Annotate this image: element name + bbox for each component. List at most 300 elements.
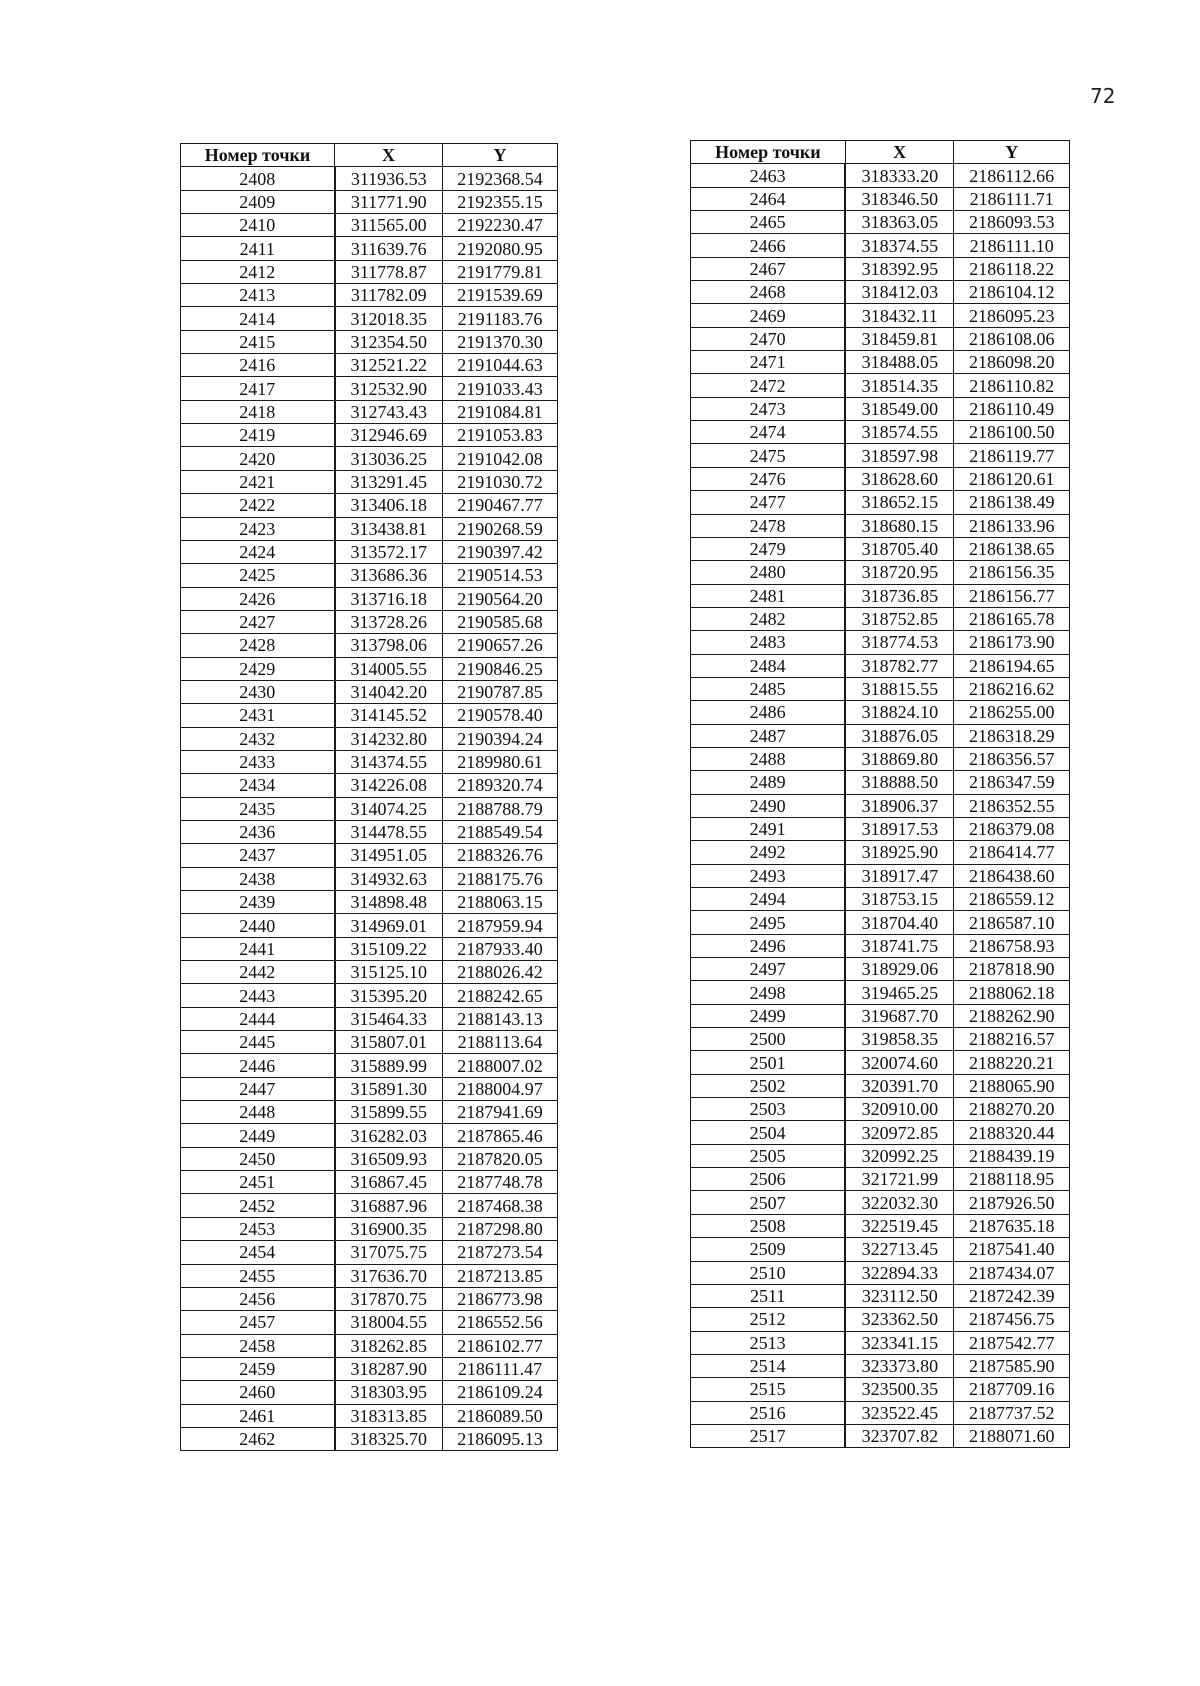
- table-row: [691, 771, 1070, 794]
- x-coordinate-cell: 318459.81: [845, 327, 954, 350]
- table-row: [181, 657, 558, 680]
- table-row: [691, 584, 1070, 607]
- table-row: [691, 1191, 1070, 1214]
- y-coordinate-cell: 2187748.78: [443, 1171, 558, 1194]
- table-row: [181, 1171, 558, 1194]
- table-row: [181, 820, 558, 843]
- table-row: [181, 1357, 558, 1380]
- x-coordinate-cell: 314042.20: [335, 680, 443, 703]
- point-number-cell: 2425: [181, 564, 335, 587]
- x-coordinate-cell: 315889.99: [335, 1054, 443, 1077]
- point-number-cell: 2484: [691, 654, 846, 677]
- table-row: [691, 1074, 1070, 1097]
- x-coordinate-cell: 323522.45: [845, 1401, 954, 1424]
- y-coordinate-cell: 2188065.90: [954, 1074, 1070, 1097]
- x-coordinate-cell: 318392.95: [845, 257, 954, 280]
- x-coordinate-cell: 314074.25: [335, 797, 443, 820]
- table-row: [181, 914, 558, 937]
- header-point-number: Номер точки: [691, 141, 846, 164]
- x-coordinate-cell: 311936.53: [335, 167, 443, 190]
- x-coordinate-cell: 313686.36: [335, 564, 443, 587]
- table-row: [181, 797, 558, 820]
- x-coordinate-cell: 317636.70: [335, 1264, 443, 1287]
- point-number-cell: 2478: [691, 514, 846, 537]
- table-row: [181, 844, 558, 867]
- point-number-cell: 2422: [181, 494, 335, 517]
- y-coordinate-cell: 2188242.65: [443, 984, 558, 1007]
- table-row: [181, 517, 558, 540]
- x-coordinate-cell: 318262.85: [335, 1334, 443, 1357]
- table-row: [181, 680, 558, 703]
- x-coordinate-cell: 323112.50: [845, 1284, 954, 1307]
- y-coordinate-cell: 2186118.22: [954, 257, 1070, 280]
- table-body-left: [181, 167, 558, 1451]
- x-coordinate-cell: 318906.37: [845, 794, 954, 817]
- point-number-cell: 2500: [691, 1028, 846, 1051]
- x-coordinate-cell: 314145.52: [335, 704, 443, 727]
- y-coordinate-cell: 2186104.12: [954, 281, 1070, 304]
- point-number-cell: 2507: [691, 1191, 846, 1214]
- x-coordinate-cell: 321721.99: [845, 1168, 954, 1191]
- x-coordinate-cell: 318432.11: [845, 304, 954, 327]
- table-row: [691, 257, 1070, 280]
- table-row: [181, 774, 558, 797]
- table-row: [691, 234, 1070, 257]
- table-row: [181, 540, 558, 563]
- point-number-cell: 2408: [181, 167, 335, 190]
- point-number-cell: 2488: [691, 747, 846, 770]
- point-number-cell: 2411: [181, 237, 335, 260]
- point-number-cell: 2413: [181, 284, 335, 307]
- x-coordinate-cell: 320910.00: [845, 1098, 954, 1121]
- table-row: [181, 190, 558, 213]
- table-row: [691, 304, 1070, 327]
- table-row: [181, 1334, 558, 1357]
- x-coordinate-cell: 317870.75: [335, 1287, 443, 1310]
- y-coordinate-cell: 2188439.19: [954, 1144, 1070, 1167]
- table-row: [691, 1378, 1070, 1401]
- point-number-cell: 2499: [691, 1004, 846, 1027]
- y-coordinate-cell: 2191044.63: [443, 354, 558, 377]
- point-number-cell: 2479: [691, 537, 846, 560]
- table-row: [181, 214, 558, 237]
- point-number-cell: 2482: [691, 607, 846, 630]
- y-coordinate-cell: 2186111.71: [954, 187, 1070, 210]
- table-row: [691, 164, 1070, 187]
- y-coordinate-cell: 2186095.13: [443, 1427, 558, 1450]
- point-number-cell: 2424: [181, 540, 335, 563]
- table-row: [691, 397, 1070, 420]
- table-row: [691, 1168, 1070, 1191]
- x-coordinate-cell: 314374.55: [335, 750, 443, 773]
- point-number-cell: 2515: [691, 1378, 846, 1401]
- x-coordinate-cell: 315109.22: [335, 937, 443, 960]
- y-coordinate-cell: 2187959.94: [443, 914, 558, 937]
- x-coordinate-cell: 318917.47: [845, 864, 954, 887]
- y-coordinate-cell: 2191030.72: [443, 470, 558, 493]
- point-number-cell: 2491: [691, 817, 846, 840]
- table-row: [181, 1054, 558, 1077]
- y-coordinate-cell: 2191539.69: [443, 284, 558, 307]
- x-coordinate-cell: 315807.01: [335, 1031, 443, 1054]
- table-row: [691, 1424, 1070, 1447]
- y-coordinate-cell: 2186133.96: [954, 514, 1070, 537]
- point-number-cell: 2420: [181, 447, 335, 470]
- y-coordinate-cell: 2187542.77: [954, 1331, 1070, 1354]
- table-row: [691, 1284, 1070, 1307]
- y-coordinate-cell: 2186102.77: [443, 1334, 558, 1357]
- x-coordinate-cell: 318597.98: [845, 444, 954, 467]
- table-row: [691, 444, 1070, 467]
- point-number-cell: 2431: [181, 704, 335, 727]
- x-coordinate-cell: 318705.40: [845, 537, 954, 560]
- y-coordinate-cell: 2186095.23: [954, 304, 1070, 327]
- point-number-cell: 2442: [181, 961, 335, 984]
- table-row: [691, 1261, 1070, 1284]
- x-coordinate-cell: 318412.03: [845, 281, 954, 304]
- x-coordinate-cell: 319687.70: [845, 1004, 954, 1027]
- table-row: [181, 867, 558, 890]
- point-number-cell: 2438: [181, 867, 335, 890]
- x-coordinate-cell: 311565.00: [335, 214, 443, 237]
- table-row: [181, 891, 558, 914]
- table-row: [691, 981, 1070, 1004]
- point-number-cell: 2486: [691, 701, 846, 724]
- point-number-cell: 2447: [181, 1077, 335, 1100]
- point-number-cell: 2414: [181, 307, 335, 330]
- point-number-cell: 2472: [691, 374, 846, 397]
- y-coordinate-cell: 2186093.53: [954, 211, 1070, 234]
- x-coordinate-cell: 322894.33: [845, 1261, 954, 1284]
- table-row: [691, 677, 1070, 700]
- y-coordinate-cell: 2187468.38: [443, 1194, 558, 1217]
- table-row: [691, 1121, 1070, 1144]
- y-coordinate-cell: 2187635.18: [954, 1214, 1070, 1237]
- y-coordinate-cell: 2186165.78: [954, 607, 1070, 630]
- y-coordinate-cell: 2191370.30: [443, 330, 558, 353]
- point-number-cell: 2453: [181, 1217, 335, 1240]
- table-row: [691, 1401, 1070, 1424]
- point-number-cell: 2469: [691, 304, 846, 327]
- y-coordinate-cell: 2186108.06: [954, 327, 1070, 350]
- point-number-cell: 2475: [691, 444, 846, 467]
- point-number-cell: 2448: [181, 1101, 335, 1124]
- point-number-cell: 2502: [691, 1074, 846, 1097]
- table-row: [181, 260, 558, 283]
- point-number-cell: 2419: [181, 424, 335, 447]
- table-body-right: [691, 164, 1070, 1448]
- x-coordinate-cell: 318514.35: [845, 374, 954, 397]
- table-row: [181, 1381, 558, 1404]
- point-number-cell: 2464: [691, 187, 846, 210]
- x-coordinate-cell: 318004.55: [335, 1311, 443, 1334]
- y-coordinate-cell: 2188004.97: [443, 1077, 558, 1100]
- x-coordinate-cell: 318736.85: [845, 584, 954, 607]
- y-coordinate-cell: 2188262.90: [954, 1004, 1070, 1027]
- y-coordinate-cell: 2188270.20: [954, 1098, 1070, 1121]
- table-row: [181, 330, 558, 353]
- table-row: [181, 564, 558, 587]
- x-coordinate-cell: 317075.75: [335, 1241, 443, 1264]
- point-number-cell: 2426: [181, 587, 335, 610]
- point-number-cell: 2508: [691, 1214, 846, 1237]
- table-row: [181, 1217, 558, 1240]
- table-row: [181, 587, 558, 610]
- y-coordinate-cell: 2186098.20: [954, 351, 1070, 374]
- x-coordinate-cell: 318313.85: [335, 1404, 443, 1427]
- point-number-cell: 2513: [691, 1331, 846, 1354]
- x-coordinate-cell: 318741.75: [845, 934, 954, 957]
- point-number-cell: 2517: [691, 1424, 846, 1447]
- point-number-cell: 2446: [181, 1054, 335, 1077]
- table-row: [181, 494, 558, 517]
- point-number-cell: 2501: [691, 1051, 846, 1074]
- y-coordinate-cell: 2190397.42: [443, 540, 558, 563]
- x-coordinate-cell: 323373.80: [845, 1354, 954, 1377]
- x-coordinate-cell: 314951.05: [335, 844, 443, 867]
- table-row: [181, 1031, 558, 1054]
- table-row: [181, 1404, 558, 1427]
- y-coordinate-cell: 2187737.52: [954, 1401, 1070, 1424]
- y-coordinate-cell: 2190787.85: [443, 680, 558, 703]
- table-row: [181, 1007, 558, 1030]
- table-row: [691, 1098, 1070, 1121]
- point-number-cell: 2428: [181, 634, 335, 657]
- point-number-cell: 2462: [181, 1427, 335, 1450]
- x-coordinate-cell: 318815.55: [845, 677, 954, 700]
- x-coordinate-cell: 318753.15: [845, 888, 954, 911]
- point-number-cell: 2429: [181, 657, 335, 680]
- table-row: [691, 187, 1070, 210]
- x-coordinate-cell: 323341.15: [845, 1331, 954, 1354]
- table-row: [691, 724, 1070, 747]
- y-coordinate-cell: 2186100.50: [954, 421, 1070, 444]
- x-coordinate-cell: 314232.80: [335, 727, 443, 750]
- table-row: [691, 701, 1070, 724]
- x-coordinate-cell: 316887.96: [335, 1194, 443, 1217]
- point-number-cell: 2511: [691, 1284, 846, 1307]
- table-row: [181, 237, 558, 260]
- point-number-cell: 2493: [691, 864, 846, 887]
- y-coordinate-cell: 2188062.18: [954, 981, 1070, 1004]
- y-coordinate-cell: 2190514.53: [443, 564, 558, 587]
- table-row: [691, 841, 1070, 864]
- table-row: [181, 307, 558, 330]
- point-number-cell: 2476: [691, 467, 846, 490]
- x-coordinate-cell: 311771.90: [335, 190, 443, 213]
- point-number-cell: 2470: [691, 327, 846, 350]
- point-number-cell: 2481: [691, 584, 846, 607]
- point-number-cell: 2412: [181, 260, 335, 283]
- table-row: [691, 747, 1070, 770]
- x-coordinate-cell: 314932.63: [335, 867, 443, 890]
- y-coordinate-cell: 2186109.24: [443, 1381, 558, 1404]
- point-number-cell: 2465: [691, 211, 846, 234]
- x-coordinate-cell: 320992.25: [845, 1144, 954, 1167]
- table-row: [181, 1124, 558, 1147]
- y-coordinate-cell: 2186216.62: [954, 677, 1070, 700]
- y-coordinate-cell: 2187709.16: [954, 1378, 1070, 1401]
- y-coordinate-cell: 2188113.64: [443, 1031, 558, 1054]
- table-header-row: [181, 144, 558, 167]
- y-coordinate-cell: 2192368.54: [443, 167, 558, 190]
- x-coordinate-cell: 312532.90: [335, 377, 443, 400]
- y-coordinate-cell: 2186112.66: [954, 164, 1070, 187]
- x-coordinate-cell: 318824.10: [845, 701, 954, 724]
- point-number-cell: 2450: [181, 1147, 335, 1170]
- point-number-cell: 2445: [181, 1031, 335, 1054]
- y-coordinate-cell: 2186352.55: [954, 794, 1070, 817]
- y-coordinate-cell: 2186138.65: [954, 537, 1070, 560]
- y-coordinate-cell: 2186120.61: [954, 467, 1070, 490]
- x-coordinate-cell: 318628.60: [845, 467, 954, 490]
- table-row: [691, 1308, 1070, 1331]
- x-coordinate-cell: 323500.35: [845, 1378, 954, 1401]
- table-row: [181, 354, 558, 377]
- point-number-cell: 2514: [691, 1354, 846, 1377]
- y-coordinate-cell: 2189320.74: [443, 774, 558, 797]
- table-row: [691, 864, 1070, 887]
- table-header-row: [691, 141, 1070, 164]
- table-row: [181, 284, 558, 307]
- point-number-cell: 2497: [691, 958, 846, 981]
- y-coordinate-cell: 2186110.49: [954, 397, 1070, 420]
- x-coordinate-cell: 315464.33: [335, 1007, 443, 1030]
- x-coordinate-cell: 311639.76: [335, 237, 443, 260]
- x-coordinate-cell: 318782.77: [845, 654, 954, 677]
- point-number-cell: 2457: [181, 1311, 335, 1334]
- point-number-cell: 2512: [691, 1308, 846, 1331]
- y-coordinate-cell: 2186587.10: [954, 911, 1070, 934]
- point-number-cell: 2456: [181, 1287, 335, 1310]
- x-coordinate-cell: 315125.10: [335, 961, 443, 984]
- x-coordinate-cell: 318704.40: [845, 911, 954, 934]
- y-coordinate-cell: 2187820.05: [443, 1147, 558, 1170]
- y-coordinate-cell: 2187213.85: [443, 1264, 558, 1287]
- x-coordinate-cell: 315899.55: [335, 1101, 443, 1124]
- point-number-cell: 2463: [691, 164, 846, 187]
- y-coordinate-cell: 2186356.57: [954, 747, 1070, 770]
- table-row: [181, 1241, 558, 1264]
- page-number: 72: [1090, 84, 1116, 108]
- table-row: [181, 984, 558, 1007]
- x-coordinate-cell: 318374.55: [845, 234, 954, 257]
- table-row: [181, 1194, 558, 1217]
- x-coordinate-cell: 318925.90: [845, 841, 954, 864]
- point-number-cell: 2444: [181, 1007, 335, 1030]
- table-row: [691, 934, 1070, 957]
- x-coordinate-cell: 314898.48: [335, 891, 443, 914]
- x-coordinate-cell: 318888.50: [845, 771, 954, 794]
- y-coordinate-cell: 2191053.83: [443, 424, 558, 447]
- coordinates-table-right: [690, 140, 1070, 1448]
- point-number-cell: 2434: [181, 774, 335, 797]
- table-row: [691, 1051, 1070, 1074]
- table-row: [691, 1028, 1070, 1051]
- point-number-cell: 2474: [691, 421, 846, 444]
- table-row: [691, 1238, 1070, 1261]
- x-coordinate-cell: 311782.09: [335, 284, 443, 307]
- y-coordinate-cell: 2190564.20: [443, 587, 558, 610]
- y-coordinate-cell: 2186559.12: [954, 888, 1070, 911]
- y-coordinate-cell: 2187434.07: [954, 1261, 1070, 1284]
- x-coordinate-cell: 318752.85: [845, 607, 954, 630]
- point-number-cell: 2467: [691, 257, 846, 280]
- table-row: [691, 351, 1070, 374]
- point-number-cell: 2432: [181, 727, 335, 750]
- y-coordinate-cell: 2187941.69: [443, 1101, 558, 1124]
- table-row: [691, 911, 1070, 934]
- y-coordinate-cell: 2187865.46: [443, 1124, 558, 1147]
- point-number-cell: 2427: [181, 610, 335, 633]
- point-number-cell: 2459: [181, 1357, 335, 1380]
- point-number-cell: 2504: [691, 1121, 846, 1144]
- x-coordinate-cell: 312946.69: [335, 424, 443, 447]
- y-coordinate-cell: 2186156.35: [954, 561, 1070, 584]
- x-coordinate-cell: 312521.22: [335, 354, 443, 377]
- y-coordinate-cell: 2186173.90: [954, 631, 1070, 654]
- point-number-cell: 2489: [691, 771, 846, 794]
- x-coordinate-cell: 320972.85: [845, 1121, 954, 1144]
- x-coordinate-cell: 313291.45: [335, 470, 443, 493]
- table-row: [181, 704, 558, 727]
- y-coordinate-cell: 2186111.47: [443, 1357, 558, 1380]
- point-number-cell: 2471: [691, 351, 846, 374]
- table-row: [691, 421, 1070, 444]
- table-row: [181, 1264, 558, 1287]
- point-number-cell: 2416: [181, 354, 335, 377]
- point-number-cell: 2503: [691, 1098, 846, 1121]
- x-coordinate-cell: 313572.17: [335, 540, 443, 563]
- y-coordinate-cell: 2186138.49: [954, 491, 1070, 514]
- point-number-cell: 2417: [181, 377, 335, 400]
- table-row: [691, 888, 1070, 911]
- table-row: [181, 424, 558, 447]
- x-coordinate-cell: 318346.50: [845, 187, 954, 210]
- y-coordinate-cell: 2190268.59: [443, 517, 558, 540]
- point-number-cell: 2487: [691, 724, 846, 747]
- point-number-cell: 2461: [181, 1404, 335, 1427]
- x-coordinate-cell: 320391.70: [845, 1074, 954, 1097]
- y-coordinate-cell: 2187273.54: [443, 1241, 558, 1264]
- x-coordinate-cell: 322713.45: [845, 1238, 954, 1261]
- y-coordinate-cell: 2188220.21: [954, 1051, 1070, 1074]
- table-row: [181, 400, 558, 423]
- x-coordinate-cell: 312018.35: [335, 307, 443, 330]
- y-coordinate-cell: 2188026.42: [443, 961, 558, 984]
- y-coordinate-cell: 2190578.40: [443, 704, 558, 727]
- y-coordinate-cell: 2187298.80: [443, 1217, 558, 1240]
- point-number-cell: 2490: [691, 794, 846, 817]
- y-coordinate-cell: 2187541.40: [954, 1238, 1070, 1261]
- y-coordinate-cell: 2190585.68: [443, 610, 558, 633]
- x-coordinate-cell: 318574.55: [845, 421, 954, 444]
- y-coordinate-cell: 2191084.81: [443, 400, 558, 423]
- y-coordinate-cell: 2191183.76: [443, 307, 558, 330]
- point-number-cell: 2430: [181, 680, 335, 703]
- x-coordinate-cell: 314969.01: [335, 914, 443, 937]
- y-coordinate-cell: 2186110.82: [954, 374, 1070, 397]
- x-coordinate-cell: 312743.43: [335, 400, 443, 423]
- x-coordinate-cell: 318774.53: [845, 631, 954, 654]
- y-coordinate-cell: 2186318.29: [954, 724, 1070, 747]
- x-coordinate-cell: 314226.08: [335, 774, 443, 797]
- x-coordinate-cell: 313798.06: [335, 634, 443, 657]
- y-coordinate-cell: 2186111.10: [954, 234, 1070, 257]
- y-coordinate-cell: 2186758.93: [954, 934, 1070, 957]
- table-row: [181, 1101, 558, 1124]
- header-x: X: [845, 141, 954, 164]
